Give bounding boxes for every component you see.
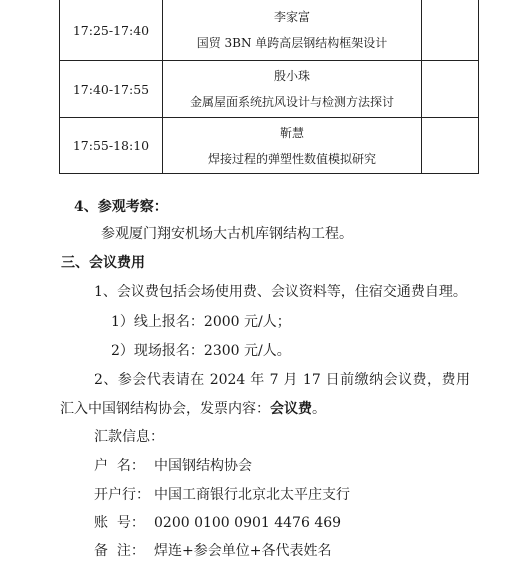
schedule-row [60, 61, 479, 118]
schedule-row [60, 118, 479, 174]
account-name-value: 中国钢结构协会 [154, 458, 252, 474]
speaker-name: 殷小珠 [273, 69, 310, 83]
schedule-row [60, 0, 479, 61]
bank-value: 中国工商银行北京北太平庄支行 [154, 487, 350, 503]
schedule-table [59, 0, 479, 174]
remit-account-no-row [94, 512, 341, 532]
schedule-blank-cell [422, 61, 479, 118]
account-no-value: 0200 0100 0901 4476 469 [154, 515, 342, 531]
fees-heading: 三、会议费用 [61, 255, 145, 271]
schedule-topic [163, 61, 422, 118]
talk-title: 金属屋面系统抗风设计与检测方法探讨 [189, 95, 394, 109]
account-name-label: 户 名： [94, 458, 145, 474]
fees-item-2-line-2 [60, 398, 326, 418]
fees-item-2-line-1: 2、参会代表请在 2024 年 7 月 17 日前缴纳会议费，费用 [94, 372, 470, 388]
remit-bank-row [94, 484, 350, 504]
speaker-name: 靳慧 [279, 125, 304, 140]
fees-onsite: 2）现场报名：2300 元/人。 [111, 343, 291, 359]
talk-title: 焊接过程的弹塑性数值模拟研究 [207, 151, 376, 166]
bank-label: 开户行： [94, 487, 150, 503]
fees-item-2-suffix: 。 [312, 401, 326, 417]
remit-account-name-row [94, 455, 252, 475]
fees-item-1: 1、会议费包括会场使用费、会议资料等，住宿交通费自理。 [94, 284, 467, 300]
schedule-blank-cell [422, 0, 479, 61]
note-label: 备 注： [94, 543, 145, 559]
schedule-time: 17:55-18:10 [60, 118, 163, 174]
speaker-name: 李家富 [273, 10, 310, 24]
remit-heading: 汇款信息： [94, 429, 164, 445]
remit-note-row [94, 540, 331, 560]
visit-heading: 4、参观考察： [74, 199, 168, 215]
talk-title: 国贸 3BN 单跨高层钢结构框架设计 [196, 36, 388, 50]
fees-item-2-prefix: 汇入中国钢结构协会，发票内容： [60, 401, 270, 417]
schedule-topic [163, 118, 422, 174]
schedule-time: 17:40-17:55 [60, 61, 163, 118]
note-value: 焊连+参会单位+各代表姓名 [154, 543, 332, 559]
schedule-topic [163, 0, 422, 61]
invoice-content: 会议费 [270, 401, 312, 417]
schedule-time: 17:25-17:40 [60, 0, 163, 61]
account-no-label: 账 号： [94, 515, 145, 531]
schedule-blank-cell [422, 118, 479, 174]
visit-text: 参观厦门翔安机场大古机库钢结构工程。 [101, 226, 353, 242]
fees-online: 1）线上报名：2000 元/人； [111, 314, 291, 330]
